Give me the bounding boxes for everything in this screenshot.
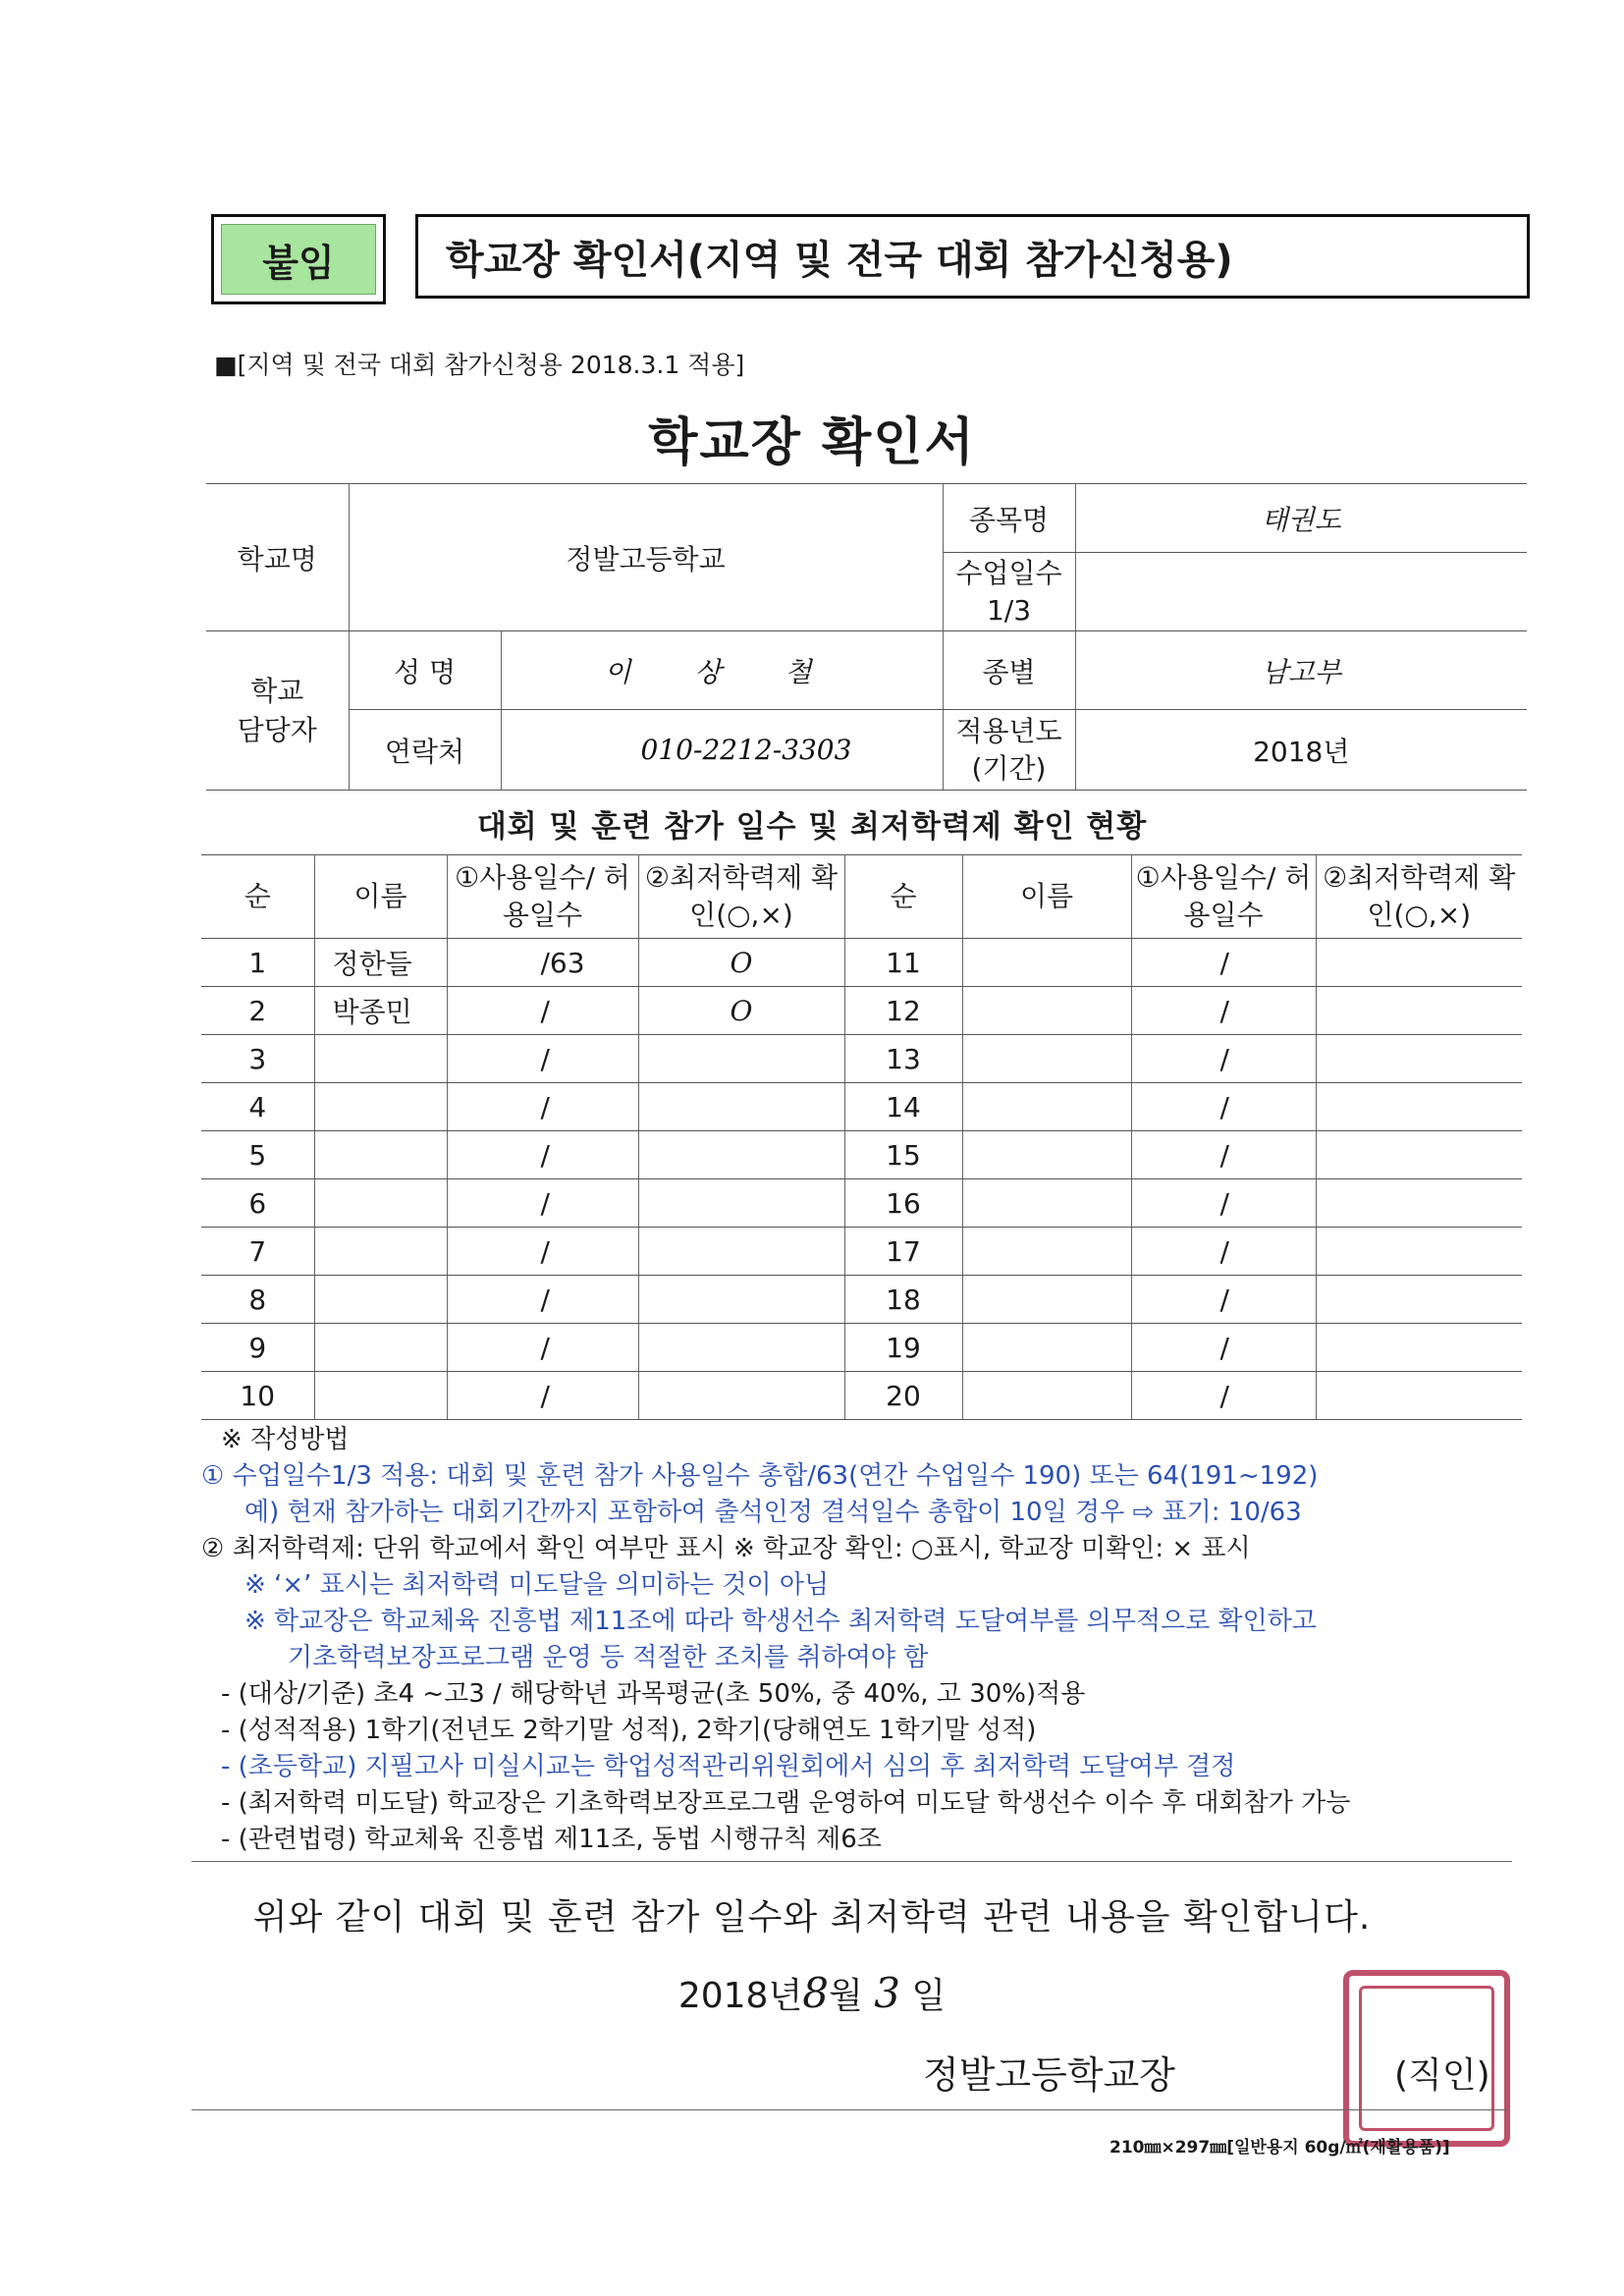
year-value: 2018년 [1075,710,1527,791]
applicable-date-note: ■[지역 및 전국 대회 참가신청용 2018.3.1 적용] [214,351,745,379]
roster-check-cell [638,1276,844,1324]
school-name-value: 정발고등학교 [349,484,943,631]
roster-check-cell [638,1324,844,1372]
roster-check-cell [1316,1324,1522,1372]
table-row [201,987,1522,1035]
roster-days-cell: / [1131,1276,1316,1324]
roster-name-cell: 박종민 [314,987,447,1035]
roster-days-cell: / [1131,1372,1316,1420]
roster-no-cell: 19 [844,1324,962,1372]
roster-check-cell [638,1228,844,1276]
roster-check-cell [1316,939,1522,987]
detail-3: - (초등학교) 지필고사 미실시교는 학업성적관리위원회에서 심의 후 최저학력 도달여부 결정 [221,1752,1236,1781]
table-row [201,1324,1522,1372]
roster-check-cell [1316,1179,1522,1228]
roster-no-cell: 13 [844,1035,962,1083]
table-row [201,1228,1522,1276]
roster-header-row [201,855,1522,939]
roster-days-cell: / [447,1131,638,1179]
roster-no-cell: 12 [844,987,962,1035]
roster-name-cell [962,1228,1131,1276]
roster-no-cell: 14 [844,1083,962,1131]
roster-days-cell: / [1131,1228,1316,1276]
section-title: 대회 및 훈련 참가 일수 및 최저학력제 확인 현황 [476,809,1148,845]
event-label: 종목명 [943,484,1075,553]
instruction-1b: 예) 현재 참가하는 대회기간까지 포함하여 출석인정 결석일수 총합이 10일 경우 ⇨ 표기: 10/63 [244,1498,1302,1527]
document-header-title: 학교장 확인서(지역 및 전국 대회 참가신청용) [415,214,1530,299]
header-no: 순 [844,855,962,939]
roster-check-cell [1316,987,1522,1035]
roster-check-cell [638,1035,844,1083]
roster-check-cell [638,1372,844,1420]
roster-check-cell [1316,1035,1522,1083]
confirmation-statement: 위와 같이 대회 및 훈련 참가 일수와 최저학력 관련 내용을 확인합니다. [252,1897,1372,1938]
roster-name-cell: 정한들 [314,939,447,987]
roster-no-cell: 9 [201,1324,314,1372]
roster-name-cell [314,1179,447,1228]
page-title: 학교장 확인서 [648,413,976,472]
instruction-1a: ① 수업일수1/3 적용: 대회 및 훈련 참가 사용일수 총합/63(연간 수업일수 190) 또는 64(191~192) [201,1461,1319,1491]
header-days: ①사용일수/ 허용일수 [447,855,638,939]
roster-name-cell [314,1324,447,1372]
category-label: 종별 [943,631,1075,710]
manager-name-handwritten: 이 상 철 [501,631,943,710]
instruction-3: ※ ‘×’ 표시는 최저학력 미도달을 의미하는 것이 아님 [244,1570,830,1600]
roster-no-cell: 10 [201,1372,314,1420]
instruction-4b: 기초학력보장프로그램 운영 등 적절한 조치를 취하여야 함 [288,1643,929,1672]
roster-days-cell: / [447,1228,638,1276]
detail-2: - (성적적용) 1학기(전년도 2학기말 성적), 2학기(당해연도 1학기말 성적) [221,1716,1037,1745]
roster-name-cell [314,1372,447,1420]
roster-no-cell: 8 [201,1276,314,1324]
roster-check-cell [1316,1131,1522,1179]
roster-days-cell: / [447,1372,638,1420]
roster-name-cell [962,1035,1131,1083]
roster-check-cell [1316,1372,1522,1420]
table-row [201,1276,1522,1324]
date-month-unit: 월 [828,1976,863,2016]
class-days-label: 수업일수 1/3 [943,553,1075,631]
roster-check-cell [1316,1083,1522,1131]
roster-name-cell [314,1035,447,1083]
roster-check-cell [638,1179,844,1228]
seal-label: (직인) [1394,2055,1490,2096]
roster-no-cell: 15 [844,1131,962,1179]
roster-days-cell: / [447,1035,638,1083]
roster-days-cell: / [1131,1035,1316,1083]
roster-days-cell: / [1131,1083,1316,1131]
contact-label: 연락처 [349,710,501,791]
roster-check-cell [1316,1228,1522,1276]
roster-no-cell: 6 [201,1179,314,1228]
roster-name-cell [314,1228,447,1276]
roster-no-cell: 2 [201,987,314,1035]
roster-no-cell: 3 [201,1035,314,1083]
roster-name-cell [962,1131,1131,1179]
roster-days-cell: / [1131,1131,1316,1179]
roster-days-cell: / [1131,987,1316,1035]
participant-roster-table [201,854,1522,1420]
roster-check-cell: O [638,939,844,987]
writing-instructions [201,1422,1556,1858]
roster-no-cell: 7 [201,1228,314,1276]
roster-name-cell [962,1324,1131,1372]
header-no: 순 [201,855,314,939]
detail-1: - (대상/기준) 초4 ~고3 / 해당학년 과목평균(초 50%, 중 40%, 고 30%)적용 [221,1679,1086,1709]
roster-name-cell [314,1083,447,1131]
detail-5: - (관련법령) 학교체육 진흥법 제11조, 동법 시행규칙 제6조 [221,1825,882,1854]
roster-check-cell [1316,1276,1522,1324]
header-name: 이름 [962,855,1131,939]
header-check: ②최저학력제 확인(○,×) [638,855,844,939]
roster-days-cell: /63 [447,939,638,987]
principal-signature: 정발고등학교장 [923,2053,1175,2097]
date-day-unit: 일 [911,1976,947,2016]
roster-check-cell [638,1131,844,1179]
instruction-4a: ※ 학교장은 학교체육 진흥법 제11조에 따라 학생선수 최저학력 도달여부를 의무적으로 확인하고 [244,1607,1317,1636]
instructions-title: ※ 작성방법 [221,1425,350,1454]
table-row [201,1372,1522,1420]
roster-name-cell [962,1083,1131,1131]
roster-no-cell: 11 [844,939,962,987]
contact-handwritten: 010-2212-3303 [501,710,943,791]
table-row [201,939,1522,987]
roster-days-cell: / [1131,939,1316,987]
roster-name-cell [962,939,1131,987]
roster-name-cell [962,987,1131,1035]
date-day: 3 [874,1969,900,2017]
roster-no-cell: 5 [201,1131,314,1179]
roster-check-cell: O [638,987,844,1035]
manager-label: 학교 담당자 [206,631,349,791]
roster-days-cell: / [447,1179,638,1228]
name-label: 성 명 [349,631,501,710]
roster-no-cell: 17 [844,1228,962,1276]
roster-no-cell: 4 [201,1083,314,1131]
roster-name-cell [962,1179,1131,1228]
roster-days-cell: / [1131,1179,1316,1228]
header-name: 이름 [314,855,447,939]
footer-divider [191,2109,1507,2110]
roster-days-cell: / [447,1324,638,1372]
roster-check-cell [638,1083,844,1131]
table-row [201,1083,1522,1131]
class-days-value [1075,553,1527,631]
table-row [201,1035,1522,1083]
detail-4: - (최저학력 미도달) 학교장은 기초학력보장프로그램 운영하여 미도달 학생선수 이수 후 대회참가 가능 [221,1788,1351,1818]
roster-days-cell: / [447,1083,638,1131]
roster-name-cell [314,1276,447,1324]
date-year: 2018년 [677,1976,803,2016]
roster-days-cell: / [447,987,638,1035]
roster-name-cell [962,1276,1131,1324]
school-info-table [206,483,1527,791]
notes-divider [191,1861,1512,1862]
instruction-2: ② 최저학력제: 단위 학교에서 확인 여부만 표시 ※ 학교장 확인: ○표시, 학교장 미확인: × 표시 [201,1534,1251,1563]
roster-no-cell: 16 [844,1179,962,1228]
event-value: 태권도 [1075,484,1527,553]
school-name-label: 학교명 [206,484,349,631]
roster-no-cell: 1 [201,939,314,987]
table-row [201,1131,1522,1179]
roster-days-cell: / [447,1276,638,1324]
category-value: 남고부 [1075,631,1527,710]
roster-name-cell [314,1131,447,1179]
date-month: 8 [802,1969,829,2017]
attachment-tag-label: 붙임 [221,224,376,295]
paper-spec-footer: 210㎜×297㎜[일반용지 60g/㎡(재활용품)] [1110,2138,1450,2158]
header-check: ②최저학력제 확인(○,×) [1316,855,1522,939]
roster-no-cell: 20 [844,1372,962,1420]
roster-no-cell: 18 [844,1276,962,1324]
header-days: ①사용일수/ 허용일수 [1131,855,1316,939]
table-row [201,1179,1522,1228]
roster-name-cell [962,1372,1131,1420]
attachment-tag [211,214,386,304]
year-label: 적용년도 (기간) [943,710,1075,791]
roster-days-cell: / [1131,1324,1316,1372]
